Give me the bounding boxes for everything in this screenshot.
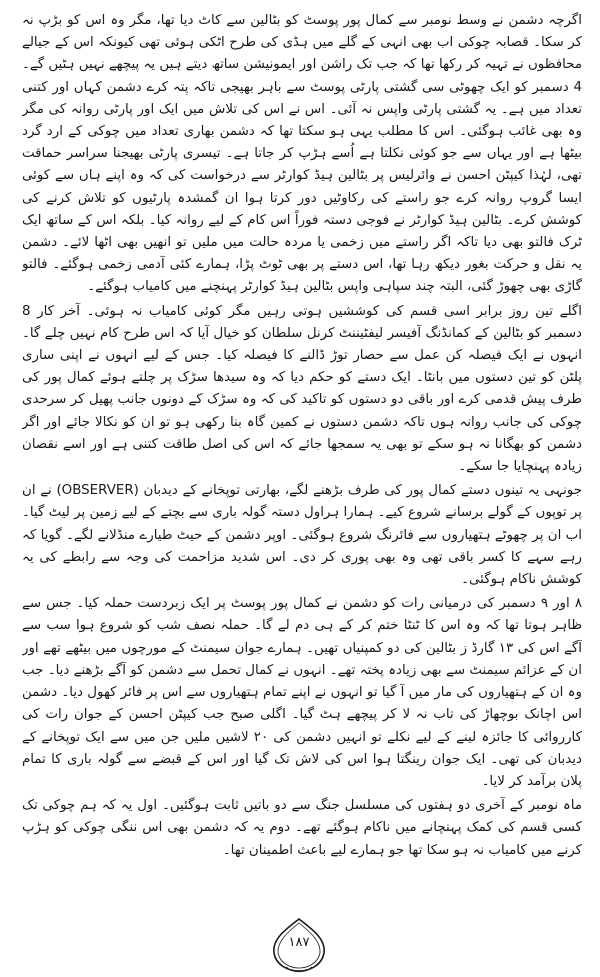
- paragraph-2: اگلے تین روز برابر اسی قسم کی کوششیں ہوتی رہیں مگر کوئی کامیاب نہ ہوئی۔ آخر کار 8 دسمبر کو بٹالین کے کمانڈنگ آفیسر لیفٹیننٹ کرنل سلطان کو خیال آیا کہ اس طرح کام نہیں چلے گا۔ انہوں نے ایک فیصلہ کن عمل سے حصار توڑ ڈالنے کا فیصلہ کیا۔ جس کے لیے انہوں نے اپنی ساری پلٹن کو تین دستوں میں بانٹا۔ ایک دستے کو حکم دیا کہ وہ سیدھا سڑک پر چلتے ہوئے کمال پور کی طرف پیش قدمی کرے اور باقی دو دستوں کو تاکید کی کہ وہ سڑک کے دونوں جانب پھیل کر سرحدی چوکی کی جانب روانہ ہوں تاکہ دشمن دستوں نے کمین گاہ بنا رکھی ہو تو ان کو نکالا جائے اور اگر دشمن کو بھگانا نہ ہو سکے تو بھی یہ سمجھا جائے کہ اس کی اصل طاقت کتنی ہے اور اسے نقصان زیادہ پہنچایا جا سکے۔: [22, 303, 582, 475]
- paragraph-4: ۸ اور ۹ دسمبر کی درمیانی رات کو دشمن نے کمال پور پوسٹ پر ایک زبردست حملہ کیا۔ جس سے ظاہر ہوتا تھا کہ وہ اس کا ٹنٹا ختم کر کے ہی دم لے گا۔ حملہ نصف شب کو شروع ہوا سب سے آگے اس کی ۱۳ گارڈ ز بٹالین کی دو کمپنیاں تھیں۔ ہمارے جوان سیمنٹ کے مورچوں میں بیٹھے تھے اور ان کے عزائم سیمنٹ سے بھی زیادہ پختہ تھے۔ انہوں نے کمال تحمل سے دشمن کو آگے بڑھنے دیا۔ جب وہ ان کے ہتھیاروں کی مار میں آ گیا تو انہوں نے اپنے تمام ہتھیاروں سے اس پر فائر کھول دیا۔ دشمن اس اچانک بوچھاڑ کی تاب نہ لا کر پیچھے ہٹ گیا۔ اگلی صبح جب کیپٹن احسن کے جوان رات کی کارروائی کا جائزہ لینے کے لیے نکلے تو انہیں دشمن کی ۲۰ لاشیں ملیں جن میں سے ایک توپخانے کے دیدبان کی تھی۔ ایک جوان رینگتا ہوا اس کی لاش تک گیا اور اس کے قبضے سے گولہ باری کا تمام پلان برآمد کر لایا۔: [22, 596, 582, 789]
- page-body: [22, 10, 582, 910]
- page-number: ۱۸۷: [288, 935, 310, 950]
- paragraph-3: جونہی یہ تینوں دستے کمال پور کی طرف بڑھنے لگے، بھارتی توپخانے کے دیدبان (OBSERVER) نے ان پر توپوں کے گولے برسانے شروع کیے۔ ہمارا ہراول دستہ گولہ باری سے بچتے کے لیے زمین پر لیٹ گیا۔ اب ان پر چھوٹے ہتھیاروں سے فائرنگ شروع ہوگئی۔ اوپر دشمن کے حیٹ طیارے منڈلانے لگے۔ گویا کہ رہے سہے کا کسر باقی تھی وہ بھی پوری کر دی۔ اس شدید مزاحمت کی وجہ سے رابطے کی یہ کوشش ناکام ہوگئی۔: [22, 483, 582, 588]
- paragraph-5: ماہ نومبر کے آخری دو ہفتوں کی مسلسل جنگ سے دو باتیں ثابت ہوگئیں۔ اول یہ کہ ہم چوکی تک کسی قسم کی کمک پہنچانے میں ناکام ہوگئے تھے۔ دوم یہ کہ دشمن بھی اس ننگی چوکی کو ہڑپ کرنے میں کامیاب نہ ہو سکا تھا جو ہمارے لیے باعث اطمینان تھا۔: [22, 798, 582, 858]
- page-number-ornament: [266, 915, 332, 975]
- paragraph-1: اگرچہ دشمن نے وسط نومبر سے کمال پور پوسٹ کو بٹالین سے کاٹ دیا تھا، مگر وہ اس کو بڑپ نہ کر سکا۔ قصابہ چوکی اب بھی انہی کے گلے میں ہڈی کی طرح اٹکی ہوئی تھی کیونکہ اس کے جیالے محافظوں نے تہیہ کر رکھا تھا کہ جب تک راشن اور ایمونیشن ساتھ دیتے ہیں یہ پیچھے نہیں ہٹیں گے۔ 4 دسمبر کو ایک چھوٹی سی گشتی پارٹی پوسٹ سے باہر بھیجی تاکہ پتہ کرے دشمن کہاں اور کتنی تعداد میں ہے۔ یہ گشتی پارٹی واپس نہ آئی۔ اس نے اس کی تلاش میں ایک اور پارٹی روانہ کی مگر وہ بھی غائب ہوگئی۔ اس کا مطلب یہی ہو سکتا تھا کہ دشمن بھاری تعداد میں چوکی کے ارد گرد بیٹھا ہے اور یہاں سے جو کوئی نکلتا ہے اُسے ہڑپ کر جاتا ہے۔ تیسری پارٹی بھیجنا سراسر حماقت تھی، لہٰذا کیپٹن احسن نے وائرلیس پر بٹالین ہیڈ کوارٹر سے درخواست کی کہ وہ اپنے ہاں سے کوئی ایسا گروپ روانہ کرے جو راستے کی رکاوٹیں دور کرتا ہوا ان گمشدہ پارٹیوں کو تلاش کرنے کی کوشش کرے۔ بٹالین ہیڈ کوارٹر نے فوجی دستہ فوراً اس کام کے لیے روانہ کیا۔ بلکہ اس کے ساتھ ایک ٹرک فالتو بھی دیا تاکہ اگر راستے میں زخمی یا مردہ حالت میں ملیں تو انھیں بھی اٹھا لائے۔ دشمن یہ نقل و حرکت بغور دیکھ رہا تھا، اس دستے پر بھی ٹوٹ پڑا، ہمارے کئی آدمی زخمی ہوگئے۔ فالتو گاڑی بھی چھوڑ گئی، البتہ چند سپاہی واپس بٹالین ہیڈ کوارٹر پہنچنے میں کامیاب ہوگئے۔: [22, 13, 582, 295]
